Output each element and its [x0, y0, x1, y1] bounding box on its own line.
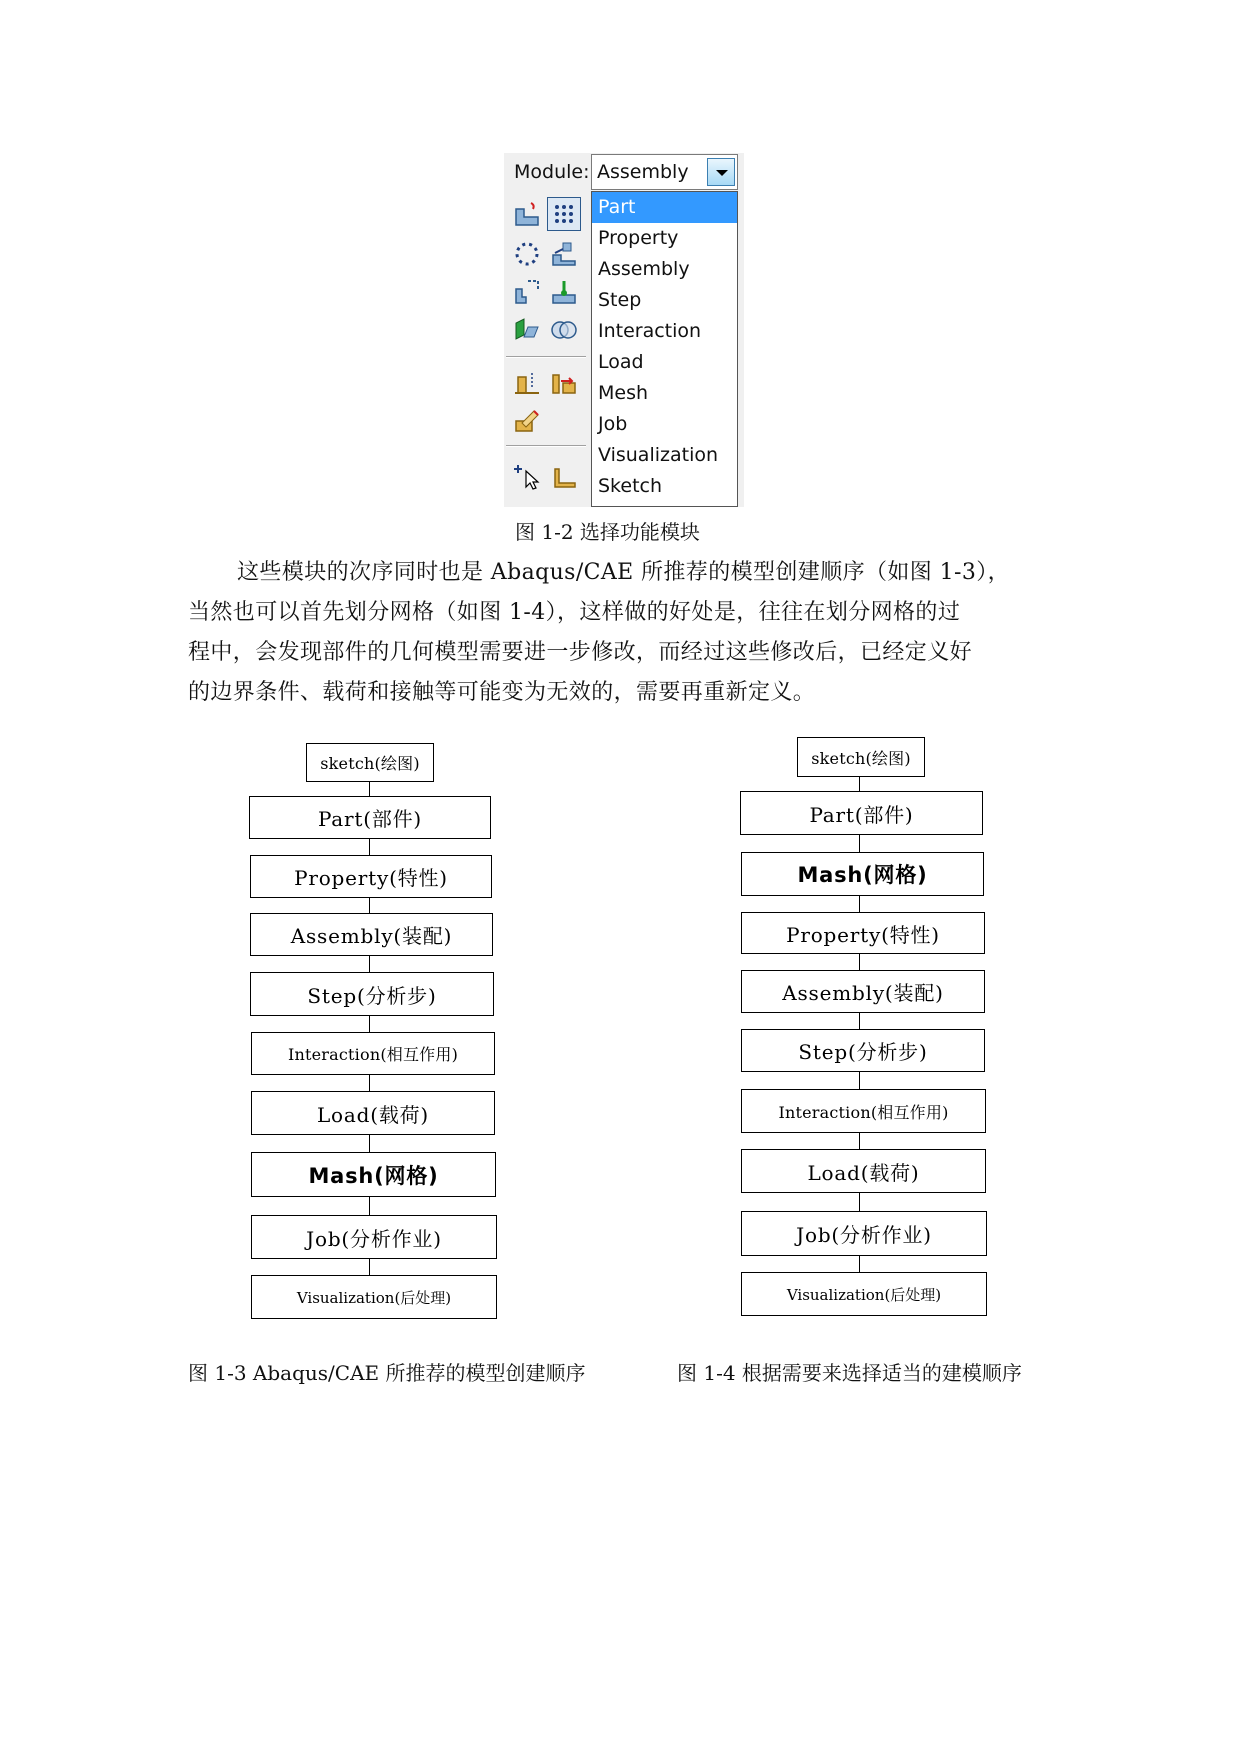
module-option-visualization[interactable]: Visualization: [598, 444, 719, 466]
flow-step: Assembly(装配): [250, 913, 493, 956]
flow-step: Visualization(后处理): [741, 1272, 987, 1316]
toolbox: [504, 193, 591, 507]
edit-assembly-icon[interactable]: [510, 403, 544, 437]
partition-icon[interactable]: [547, 237, 581, 271]
module-option-load[interactable]: Load: [598, 351, 644, 373]
part-load-icon[interactable]: [547, 275, 581, 309]
boolean-merge-icon[interactable]: [547, 313, 581, 347]
figure-1-4-caption: 图 1-4 根据需要来选择适当的建模顺序: [677, 1361, 1022, 1385]
flow-step: Load(载荷): [741, 1149, 986, 1193]
flow-step: Mash(网格): [251, 1152, 496, 1197]
flow-step: Part(部件): [740, 791, 983, 835]
module-option-property[interactable]: Property: [598, 227, 679, 249]
module-select-value: Assembly: [597, 161, 689, 183]
feature-edit-icon[interactable]: [510, 275, 544, 309]
flow-step: Load(载荷): [251, 1091, 495, 1135]
dropdown-arrow-icon[interactable]: [707, 158, 735, 186]
module-select[interactable]: [591, 154, 738, 190]
flow-step: Step(分析步): [250, 972, 494, 1016]
flow-step: Interaction(相互作用): [251, 1032, 495, 1075]
section-assign-icon[interactable]: [510, 313, 544, 347]
module-option-sketch[interactable]: Sketch: [598, 475, 663, 497]
flow-step: Step(分析步): [741, 1029, 985, 1072]
figure-1-2-caption: 图 1-2 选择功能模块: [515, 520, 700, 544]
flow-step: Visualization(后处理): [251, 1275, 497, 1319]
flow-step: Interaction(相互作用): [741, 1089, 986, 1133]
module-option-mesh[interactable]: Mesh: [598, 382, 649, 404]
module-dropdown-list[interactable]: [591, 191, 738, 507]
grid-tool-icon[interactable]: [547, 197, 581, 231]
select-cursor-icon[interactable]: [510, 459, 544, 493]
module-label: Module:: [514, 161, 590, 183]
sketch-corner-icon[interactable]: [547, 459, 581, 493]
create-part-icon[interactable]: [510, 197, 544, 231]
module-option-step[interactable]: Step: [598, 289, 642, 311]
module-dropdown-screenshot: [504, 153, 744, 507]
paragraph-line-4: 的边界条件、载荷和接触等可能变为无效的，需要再重新定义。: [188, 680, 816, 705]
toolbox-separator: [506, 445, 586, 447]
paragraph-line-3: 程中，会发现部件的几何模型需要进一步修改，而经过这些修改后，已经定义好: [188, 640, 973, 665]
module-option-part[interactable]: Part: [592, 192, 737, 223]
toolbox-separator: [506, 356, 586, 358]
flow-step: Property(特性): [741, 912, 985, 954]
paragraph-line-1: 这些模块的次序同时也是 Abaqus/CAE 所推荐的模型创建顺序（如图 1-3），: [237, 560, 1011, 585]
flow-step: Assembly(装配): [741, 970, 985, 1013]
figure-1-3-caption: 图 1-3 Abaqus/CAE 所推荐的模型创建顺序: [188, 1361, 586, 1385]
paragraph-line-2: 当然也可以首先划分网格（如图 1-4），这样做的好处是，往往在划分网格的过: [188, 600, 961, 625]
datum-circle-icon[interactable]: [510, 237, 544, 271]
module-option-assembly[interactable]: Assembly: [598, 258, 690, 280]
flow-step: Part(部件): [249, 796, 491, 839]
flow-step: sketch(绘图): [306, 743, 434, 782]
flow-step: Mash(网格): [741, 852, 984, 896]
flow-step: sketch(绘图): [797, 737, 925, 777]
position-constraint-icon[interactable]: [547, 365, 581, 399]
flow-step: Job(分析作业): [251, 1215, 497, 1259]
flow-step: Property(特性): [250, 855, 492, 898]
module-option-job[interactable]: Job: [598, 413, 628, 435]
module-option-interaction[interactable]: Interaction: [598, 320, 702, 342]
translate-instance-icon[interactable]: [510, 365, 544, 399]
flow-step: Job(分析作业): [741, 1211, 987, 1256]
